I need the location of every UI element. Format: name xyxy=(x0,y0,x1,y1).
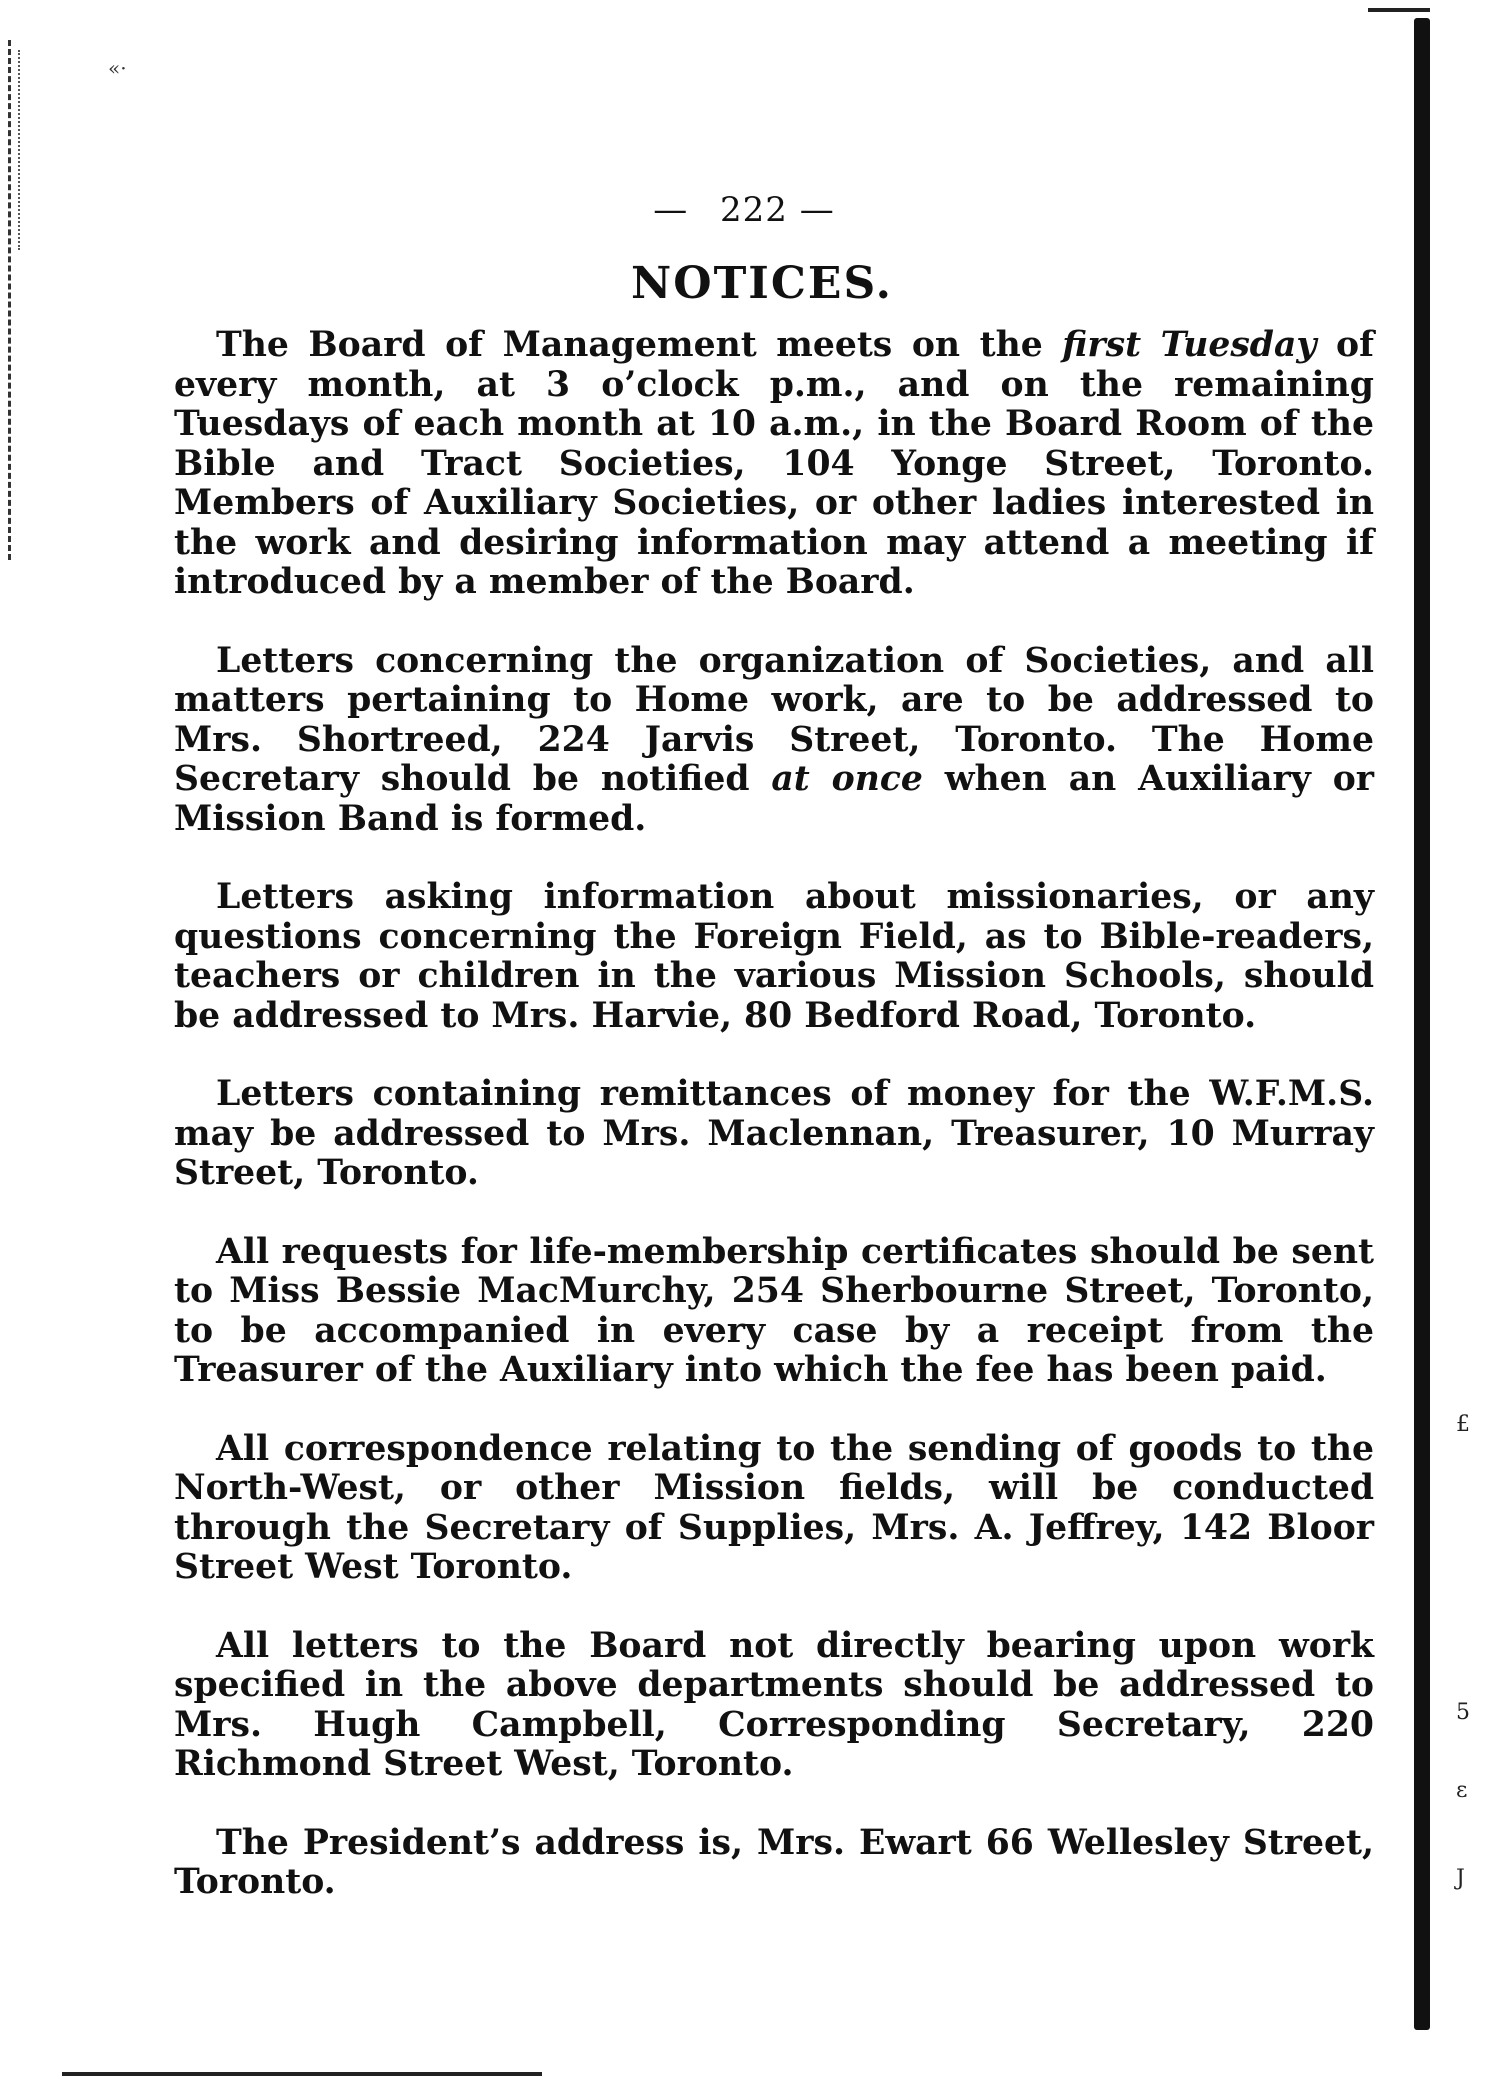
notice-text: All letters to the Board not directly bearing upon work specified in the above departments should be addressed to Mrs. Hugh Campbell, Corresponding Secretary, 220 Richmond Street West, Toronto. xyxy=(174,1625,1374,1784)
scan-speck: «· xyxy=(108,56,127,80)
notice-text: of every month, at 3 o’clock p.m., and on the remaining Tuesdays of each month at 10 a.m., in the Board Room of the Bible and Tract Societies, 104 Yonge Street, Toronto. Members of Auxiliary Societies, or other ladies interested in the work and desiring information may attend a meeting if introduced by a member of the Board. xyxy=(174,325,1374,602)
scan-left-edge xyxy=(8,40,15,560)
page-number-value: 222 xyxy=(720,190,788,230)
notice-text: All correspondence relating to the sending of goods to the North-West, or other Mission fields, will be conducted through the Secretary of Supplies, Mrs. A. Jeffrey, 142 Bloor Street West Toronto. xyxy=(174,1428,1374,1587)
scan-binding-edge xyxy=(1414,18,1430,2030)
margin-mark: ε xyxy=(1456,1778,1468,1803)
scan-bottom-rule xyxy=(62,2072,542,2076)
margin-mark: £ xyxy=(1456,1412,1470,1437)
notice-correspondence xyxy=(174,1627,1374,1785)
notice-text: Letters concerning the organization of Societies, and all matters pertaining to Home work, are to be addressed to Mrs. Shortreed, 224 Jarvis Street, Toronto. The Home Secretary should be notified xyxy=(174,640,1374,799)
notice-text: The President’s address is, Mrs. Ewart 66 Wellesley Street, Toronto. xyxy=(174,1822,1374,1902)
notice-board-meetings xyxy=(174,326,1374,603)
notice-emphasis: at once xyxy=(771,759,923,799)
notice-text: Letters asking information about missionaries, or any questions concerning the Foreign Field, as to Bible-readers, teachers or children in the various Mission Schools, should be addressed to Mrs. Harvie, 80 Bedford Road, Toronto. xyxy=(174,877,1374,1036)
notice-foreign-field xyxy=(174,878,1374,1036)
notice-supplies xyxy=(174,1430,1374,1588)
notices-body xyxy=(174,326,1374,1942)
notice-text: The Board of Management meets on the xyxy=(216,325,1063,365)
page-number: — 222 — xyxy=(653,190,835,230)
notice-text: when an Auxiliary or Mission Band is formed. xyxy=(174,759,1374,839)
notice-emphasis: first Tuesday xyxy=(1062,325,1317,365)
page-title: NOTICES. xyxy=(631,258,893,309)
margin-mark: J xyxy=(1456,1866,1465,1891)
notice-life-membership xyxy=(174,1233,1374,1391)
margin-mark: 5 xyxy=(1456,1700,1470,1725)
notice-home-work xyxy=(174,642,1374,840)
notice-text: Letters containing remittances of money for the W.F.M.S. may be addressed to Mrs. Maclennan, Treasurer, 10 Murray Street, Toronto. xyxy=(174,1074,1374,1193)
notice-text: All requests for life-membership certificates should be sent to Miss Bessie MacMurchy, 254 Sherbourne Street, Toronto, to be accompanied in every case by a receipt from the Treasurer of the Auxiliary into which the fee has been paid. xyxy=(174,1231,1374,1390)
notice-remittances xyxy=(174,1075,1374,1194)
notice-president-address xyxy=(174,1824,1374,1903)
